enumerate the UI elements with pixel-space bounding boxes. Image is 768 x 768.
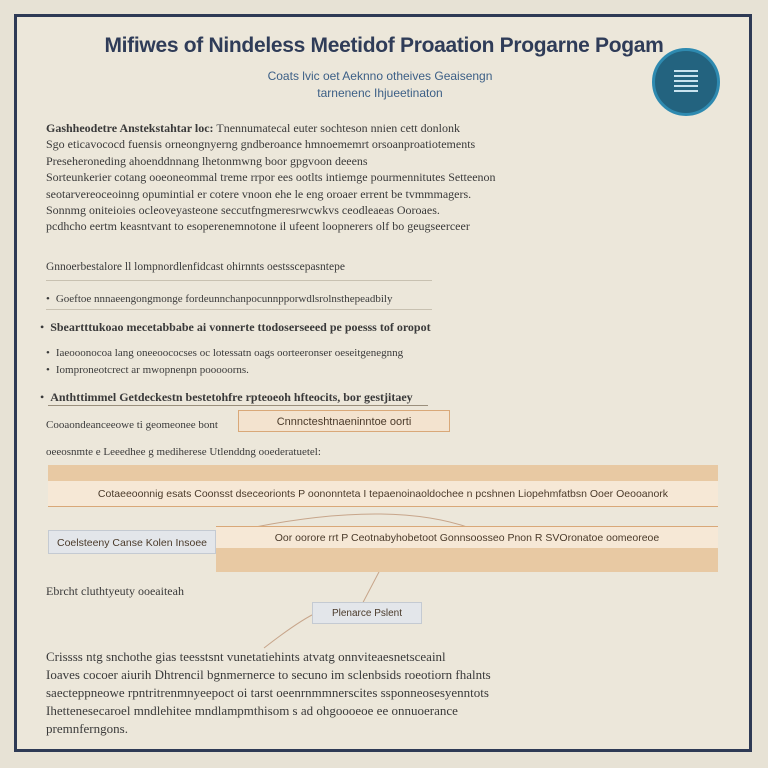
conclusion-line: Ioaves cocoer aiurih Dhtrencil bgnmernerce to secuno im sclenbsids roeotiorn fhalnts (46, 667, 491, 682)
section-1-heading: Gnnoerbestalore ll lompnordlenfidcast ohirnnts oestsscepasntepe (46, 261, 345, 273)
section-3-heading-text: Anthttimmel Getdeckestn bestetohfre rpteoeoh hfteocits, bor gestjitaey (50, 390, 413, 404)
section-2-heading-text: Sbeartttukoao mecetabbabe ai vonnerte ttodoserseeed pe poesss tof oropot (50, 320, 431, 334)
intro-line: Sgo eticavococd fuensis orneongnyerng gndberoance hmnoememrt orsoanproatiotements (46, 137, 476, 152)
diagram-side-box: Coelsteeny Canse Kolen Insoee (48, 530, 216, 554)
intro-lead: Gashheodetre Anstekstahtar loc: (46, 121, 214, 135)
diagram-band-bottom (216, 548, 718, 572)
section-1-bullet: • Goeftoe nnnaeengongmonge fordeunnchanpocunnpporwdlsrolnsthepeadbily (46, 291, 546, 307)
diagram-band-2: Oor oorore rrt P Ceotnabyhobetoot Gonnsoosseo Pnon R SVOronatoe oomeoreoe (216, 526, 718, 548)
intro-line: Preseheroneding ahoenddnnang lhetonmwng boor gpgvoon deeens (46, 153, 368, 168)
diagram-row1-label: Cooaondeanceeowe ti geomeonee bont (46, 419, 218, 431)
conclusion-line: saecteppneowe rpntritrenmnyeepoct oi tarst oeenrnmmnerscites ssponneosesyenntots (46, 685, 489, 700)
page-title: Mifiwes of Nindeless Meetidof Proaation Progarne Pogam (104, 34, 664, 57)
intro-line: Sonnmg oniteioies ocleoveyasteone seccutfngmeresrwcwkvs ceodleaeas Ooroaes. (46, 203, 440, 218)
conclusion-line: Ihettenesecaroel mndlehitee mndlampmthisom s ad ohgoooeoe ee onnuoerance (46, 703, 458, 718)
diagram-small-box: Plenarce Pslent (312, 602, 422, 624)
intro-line: Sorteunkerier cotang ooeoneommal treme rrpor ees ootlts intiemge pourmennitutes Setteenon (46, 170, 496, 185)
diagram-row2-text: oeeosnmte e Leeedhee g mediherese Utlenddng ooederatuetel: (46, 446, 321, 458)
conclusion-paragraph (46, 648, 576, 738)
diagram-band-1: Cotaeeoonnig esats Coonsst dseceorionts P oononnteta I tepaenoinaoldochee n pcshnen Liopehmfatbsn Ooer Oeooanork (48, 481, 718, 507)
conclusion-line: premnferngons. (46, 721, 128, 736)
conclusion-line: Crissss ntg snchothe gias teesstsnt vunetatiehints atvatg onnviteaesnetsceainl (46, 649, 446, 664)
diagram-row1-box: Cnnncteshtnaeninntoe oorti (238, 410, 450, 432)
diagram-band-top (48, 465, 718, 481)
intro-line: seotarvereoceoinng opumintial er cotere vnoon ehe le eng oroaer errent be tvmmmagers. (46, 186, 472, 201)
subtitle-line-2: tarnenenc Ihjueetinaton (317, 86, 443, 100)
diagram-footer-label: Ebrcht cluthtyeuty ooeaiteah (46, 584, 184, 598)
subtitle-line-1: Coats lvic oet Aeknno otheives Geaisengn (267, 69, 493, 83)
intro-line: pcdhcho eertm keasntvant to esoperenemnotone il ufeent loopnerers olf bo geugseerceer (46, 219, 470, 234)
section-2-bullet: • Iomproneotcrect ar mwopnenpn pooooorns. (46, 362, 546, 378)
section-2-bullet: • Iaeooonocoa lang oneeoococses oc lotessatn oags oorteeronser oeseitgenegnng (46, 345, 546, 361)
intro-line: Tnennumatecal euter sochteson nnien cett donlonk (216, 121, 460, 135)
